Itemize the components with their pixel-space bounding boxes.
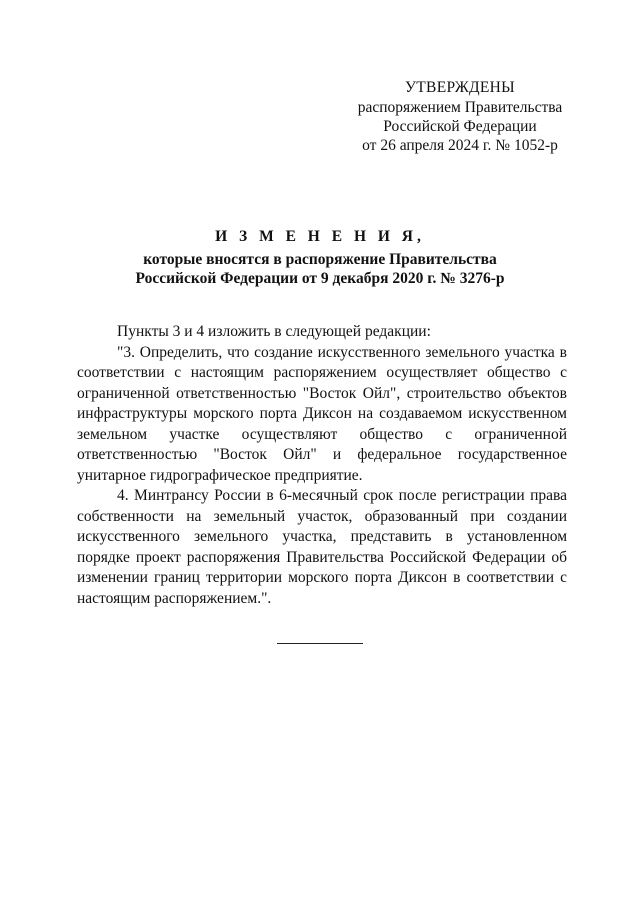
subtitle-line-2: Российской Федерации от 9 декабря 2020 г. № 3276-р: [135, 270, 505, 287]
approval-line-3: от 26 апреля 2024 г. № 1052-р: [362, 137, 558, 154]
document-subtitle: [0, 250, 640, 288]
subtitle-line-1: которые вносятся в распоряжение Правительства: [143, 251, 497, 268]
point-4-paragraph: 4. Минтрансу России в 6-месячный срок после регистрации права собственности на земельный участок, образованный при создании искусственного земельного участка, представить в установленном порядке проект распоряжения Правительства Российской Федерации об изменении границ территории морского порта Диксон в соответствии с настоящим распоряжением.".: [77, 487, 567, 607]
document-title: И З М Е Н Е Н И Я,: [215, 228, 425, 245]
approval-block: [330, 78, 590, 155]
approval-line-2: Российской Федерации: [383, 118, 537, 135]
approval-line-1: распоряжением Правительства: [357, 99, 563, 116]
point-3-paragraph: "3. Определить, что создание искусственного земельного участка в соответствии с настоящим распоряжением осуществляет общество с ограниченной ответственностью "Восток Ойл", строительство объектов инфраструктуры морского порта Диксон на создаваемом искусственном земельном участке осуществляют общество с ограниченной ответственностью "Восток Ойл" и федеральное государственное унитарное гидрографическое предприятие.: [77, 343, 567, 484]
closing-divider: [277, 643, 363, 644]
document-body: [77, 322, 567, 609]
approval-title: УТВЕРЖДЕНЫ: [405, 79, 515, 96]
intro-paragraph: Пункты 3 и 4 изложить в следующей редакции:: [117, 323, 431, 340]
